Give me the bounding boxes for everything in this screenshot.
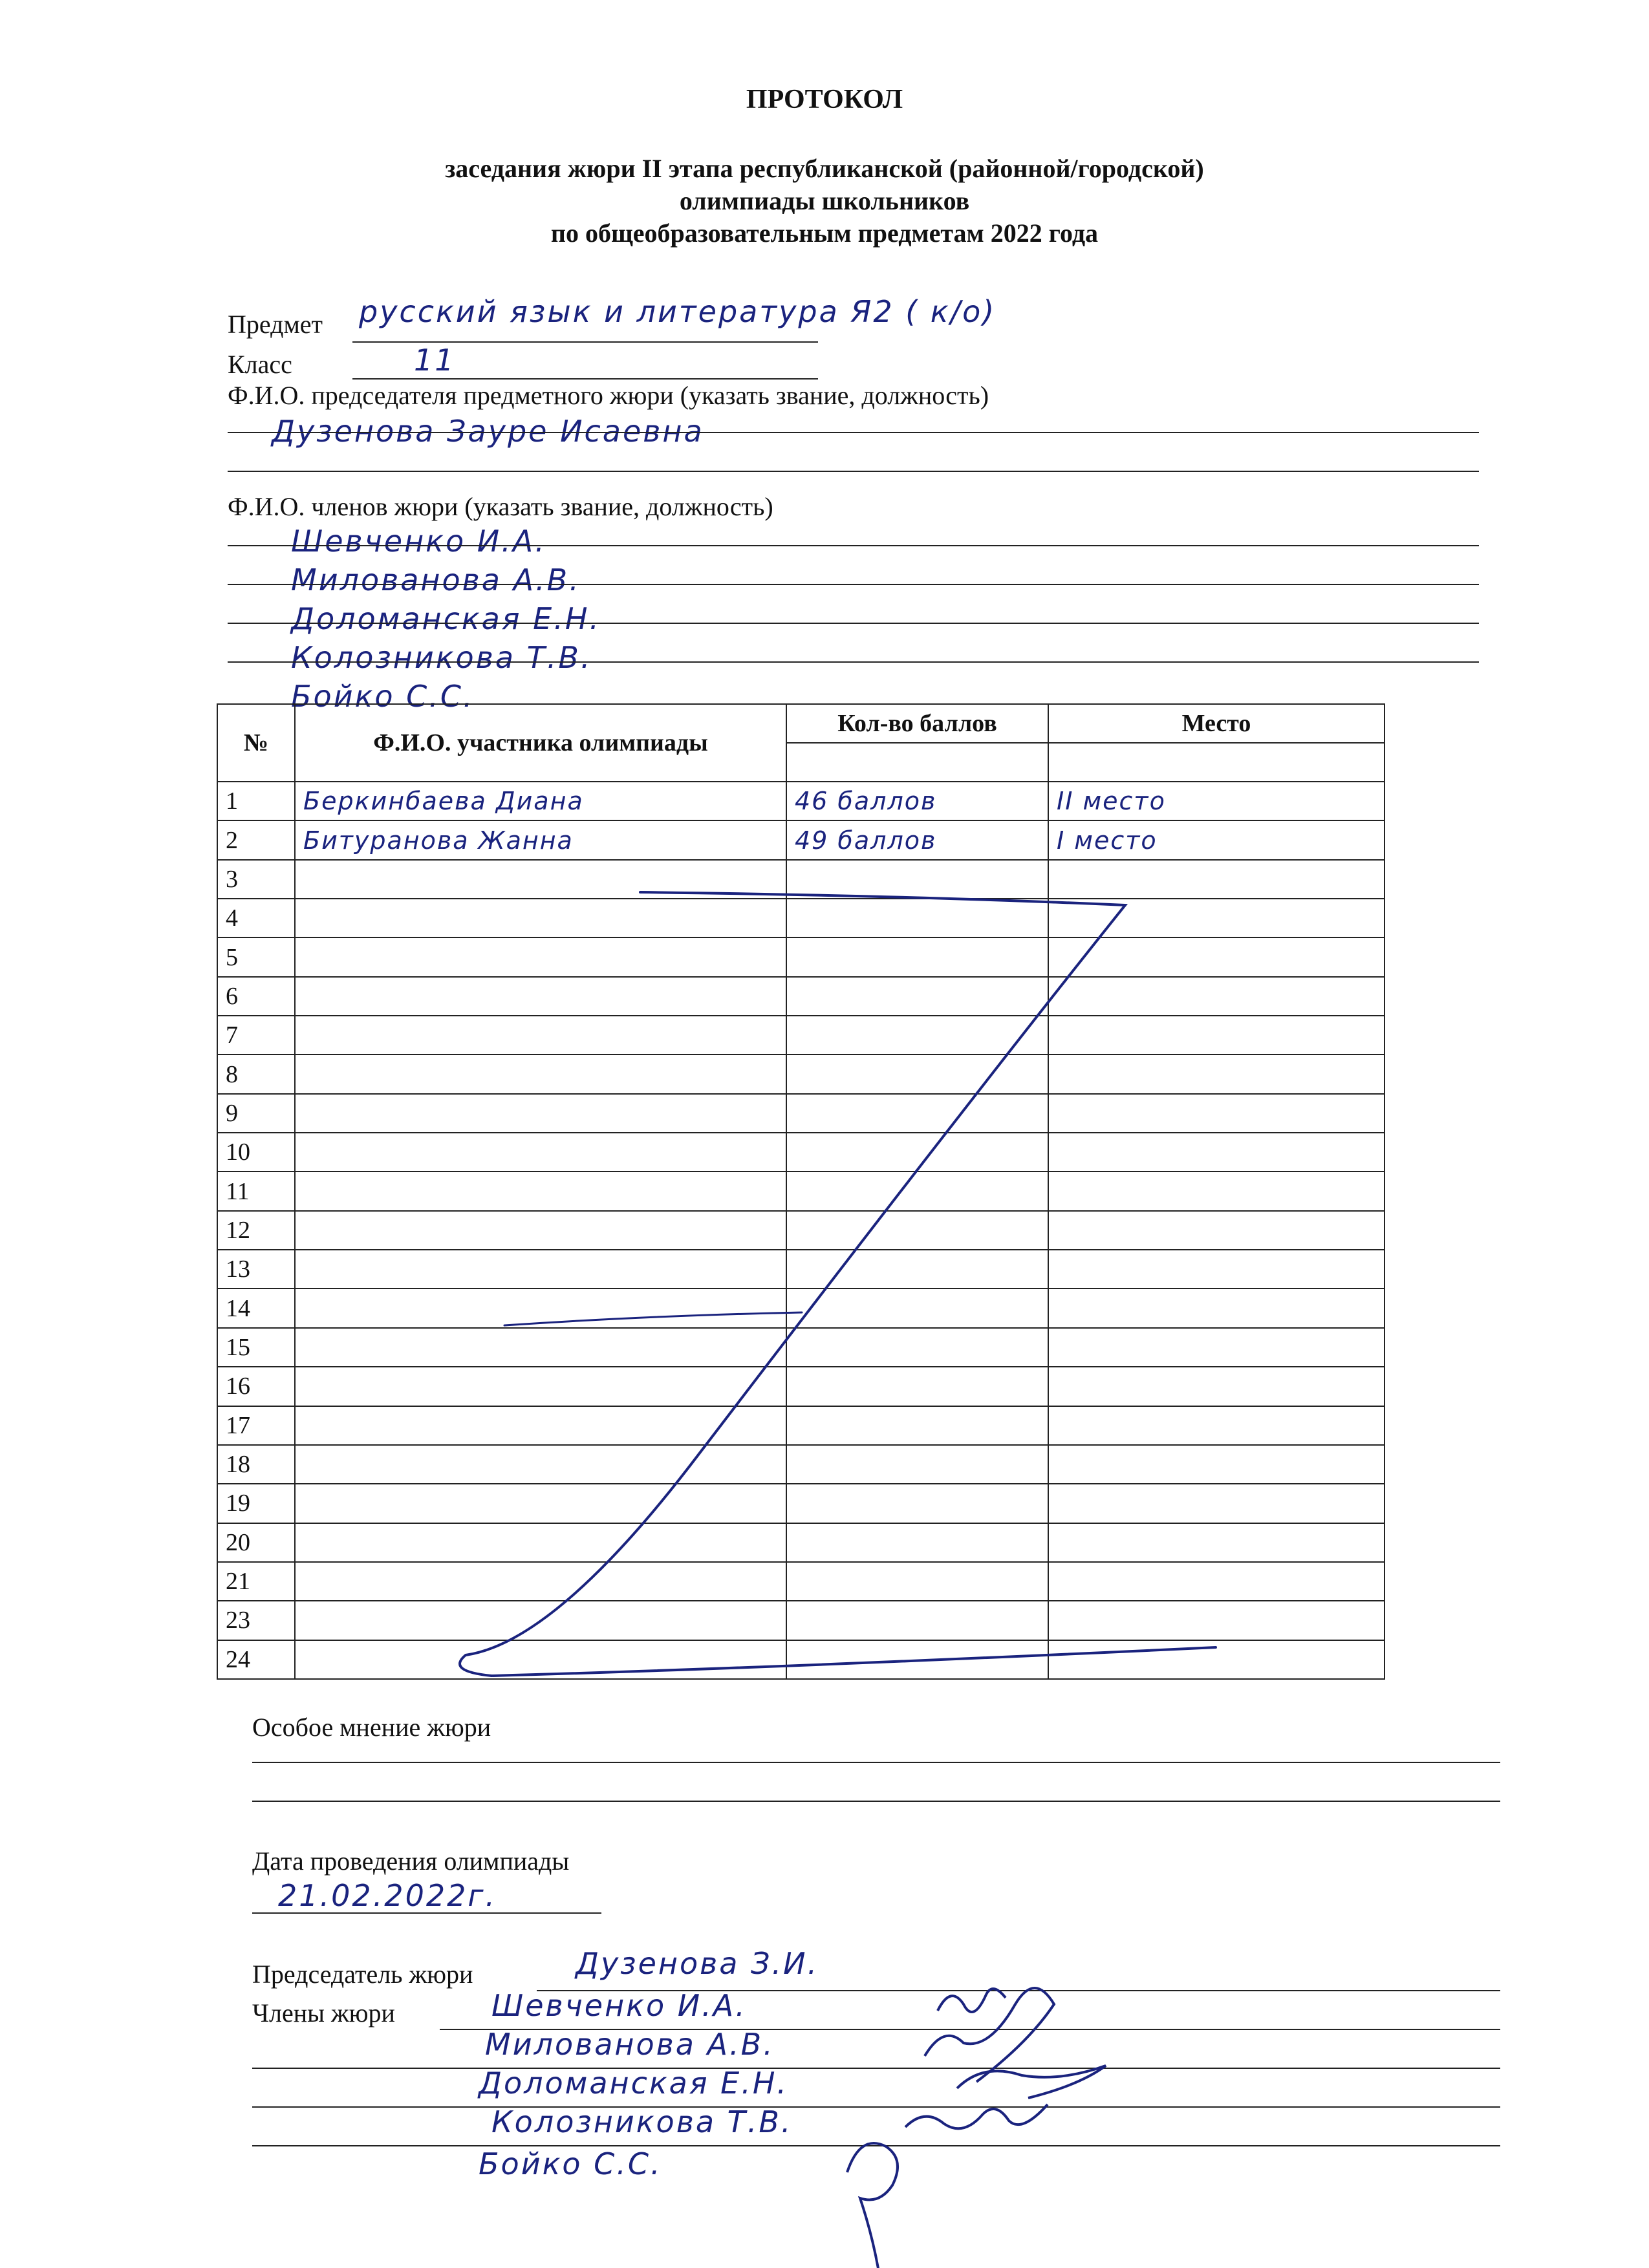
row-number: 3 [217,860,295,899]
signature-scribble-3-icon [957,2066,1106,2098]
participant-place: I место [1048,820,1385,859]
signature-scribble-4-icon [905,2104,1048,2128]
header-score: Кол-во баллов [786,704,1048,743]
chair-label: Ф.И.О. председателя предметного жюри (указать звание, должность) [228,381,989,410]
row-number: 21 [217,1562,295,1601]
row-number: 10 [217,1133,295,1171]
signature-scribble-1-icon [938,1989,1006,2012]
member-4: Колозникова Т.В. [291,640,592,675]
row-number: 19 [217,1484,295,1523]
cancel-stroke-icon [460,892,1216,1676]
members-signature-4: Колозникова Т.В. [491,2104,793,2139]
members-signature-1: Шевченко И.А. [491,1988,747,2023]
row-number: 5 [217,937,295,976]
header-place: Место [1048,704,1385,743]
row-number: 14 [217,1289,295,1327]
row-number: 11 [217,1171,295,1210]
row-number: 8 [217,1054,295,1093]
chair-signature-label: Председатель жюри [252,1960,473,1989]
document-title: ПРОТОКОЛ [746,85,903,114]
grade-label: Класс [228,350,292,379]
participant-score: 49 баллов [786,820,1048,859]
grade-value: 11 [414,343,456,378]
member-3: Доломанская Е.Н. [291,601,601,636]
members-signature-label: Члены жюри [252,1998,395,2027]
subtitle-line-2: олимпиады школьников [679,186,970,215]
chair-value: Дузенова Зауре Исаевна [272,414,704,449]
row-number: 9 [217,1094,295,1133]
members-signature-2: Милованова А.В. [485,2027,775,2062]
participant-place: II место [1048,782,1385,820]
row-number: 24 [217,1640,295,1679]
date-value: 21.02.2022г. [278,1878,497,1913]
row-number: 15 [217,1328,295,1367]
participant-name: Беркинбаева Диана [295,782,786,820]
members-signature-3: Доломанская Е.Н. [479,2066,789,2101]
row-number: 2 [217,820,295,859]
subtitle-line-3: по общеобразовательным предметам 2022 года [550,219,1099,248]
participant-name: Битуранова Жанна [295,820,786,859]
member-1: Шевченко И.А. [291,524,546,559]
row-number: 12 [217,1211,295,1250]
signature-scribble-5-icon [847,2143,898,2268]
row-number: 4 [217,899,295,937]
cancel-tick-icon [504,1312,802,1325]
row-number: 7 [217,1016,295,1054]
chair-signature-value: Дузенова З.И. [576,1946,819,1981]
row-number: 16 [217,1367,295,1406]
subject-label: Предмет [228,310,323,339]
subtitle-line-1: заседания жюри II этапа республиканской (районной/городской) [445,154,1204,183]
subject-value: русский язык и литература Я2 ( к/о) [359,294,997,329]
date-label: Дата проведения олимпиады [252,1846,570,1876]
header-participant: Ф.И.О. участника олимпиады [295,704,786,782]
row-number: 20 [217,1523,295,1562]
member-5: Бойко С.С. [291,679,475,714]
row-number: 17 [217,1406,295,1445]
row-number: 6 [217,977,295,1016]
members-label: Ф.И.О. членов жюри (указать звание, должность) [228,492,773,521]
row-number: 13 [217,1250,295,1289]
row-number: 23 [217,1601,295,1640]
opinion-label: Особое мнение жюри [252,1713,491,1742]
members-signature-5: Бойко С.С. [479,2146,662,2181]
participant-score: 46 баллов [786,782,1048,820]
header-number: № [217,704,295,782]
member-2: Милованова А.В. [291,562,581,597]
row-number: 18 [217,1445,295,1484]
row-number: 1 [217,782,295,820]
